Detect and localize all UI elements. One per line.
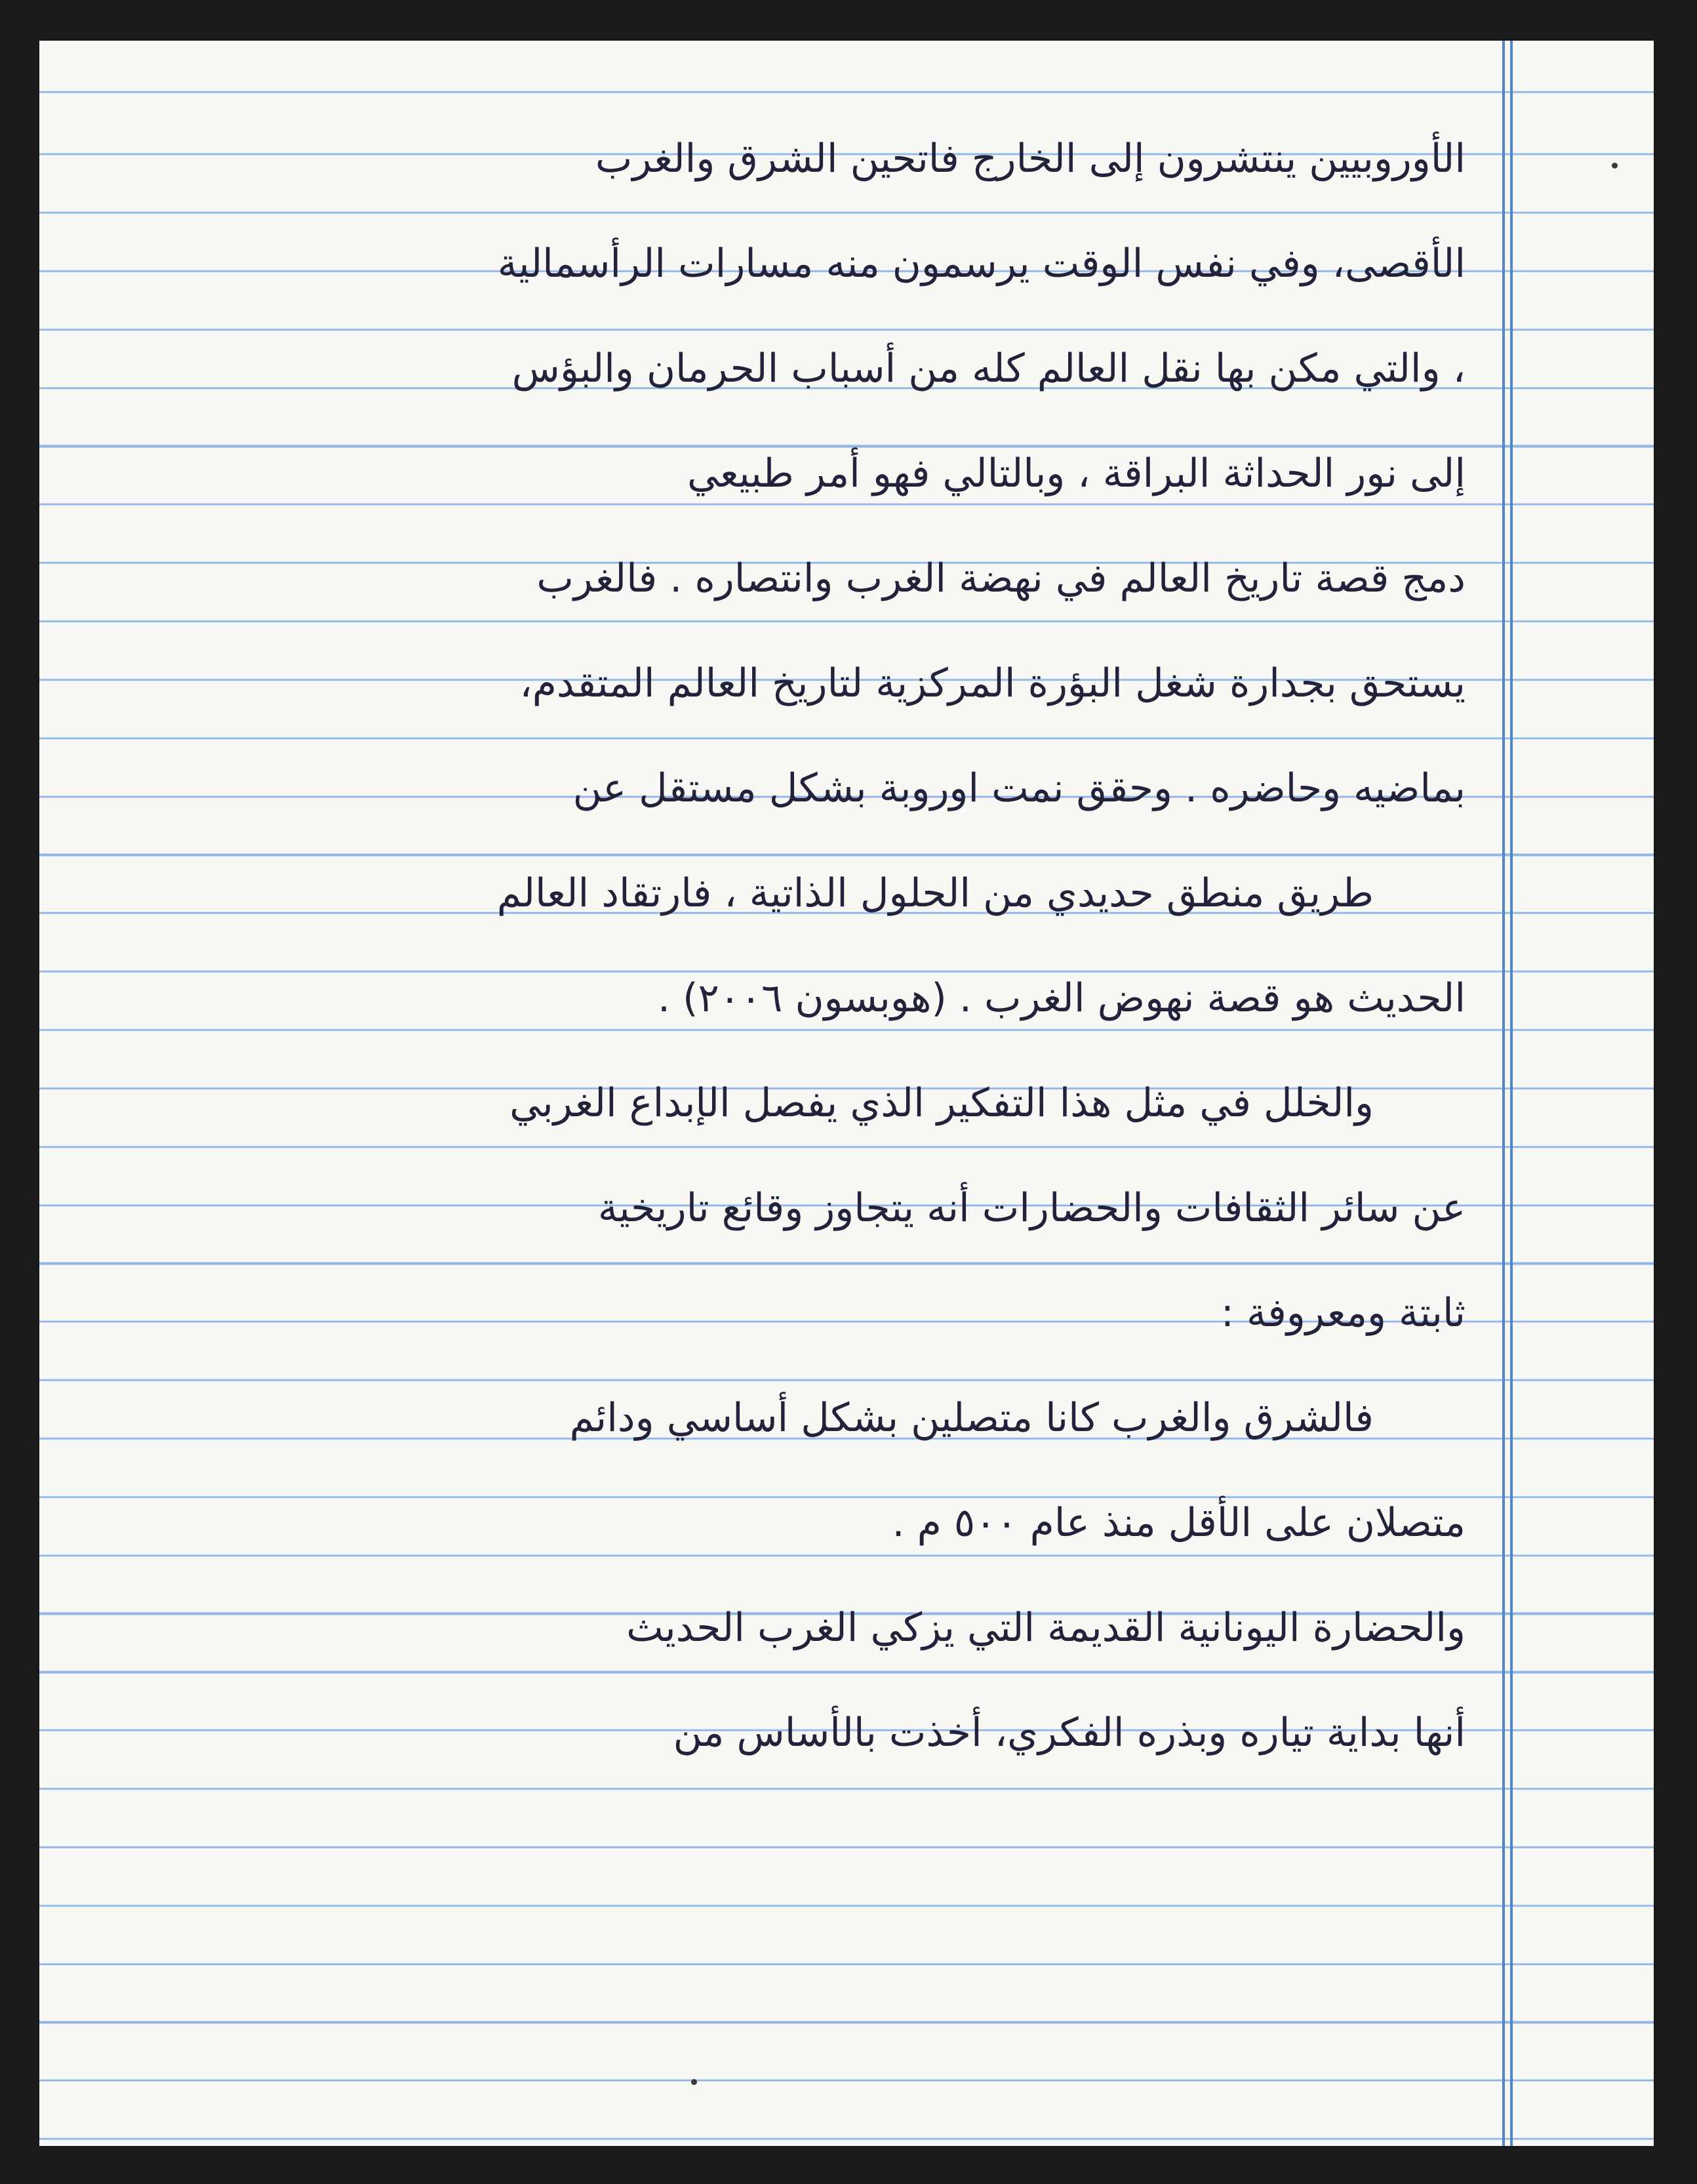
handwritten-text [98, 106, 1466, 2126]
text-line: الأوروبيين ينتشرون إلى الخارج فاتحين الشرق والغرب [595, 136, 1466, 182]
text-line: ، والتي مكن بها نقل العالم كله من أسباب الحرمان والبؤس [511, 346, 1466, 392]
text-line: يستحق بجدارة شغل البؤرة المركزية لتاريخ العالم المتقدم، [519, 660, 1466, 706]
text-line: عن سائر الثقافات والحضارات أنه يتجاوز وقائع تاريخية [597, 1185, 1466, 1231]
text-line: متصلان على الأقل منذ عام ٥٠٠ م . [892, 1500, 1466, 1546]
text-line: والخلل في مثل هذا التفكير الذي يفصل الإبداع الغربي [509, 1080, 1374, 1126]
text-line: فالشرق والغرب كانا متصلين بشكل أساسي ودائم [569, 1395, 1374, 1441]
ink-dot [1612, 163, 1618, 169]
margin-line-right [1510, 41, 1513, 2146]
text-line: دمج قصة تاريخ العالم في نهضة الغرب وانتصاره . فالغرب [536, 556, 1466, 601]
text-line: بماضيه وحاضره . وحقق نمت اوروبة بشكل مستقل عن [572, 765, 1466, 811]
notebook-page [39, 41, 1654, 2146]
margin-line-left [1502, 41, 1505, 2146]
text-line: إلى نور الحداثة البراقة ، وبالتالي فهو أمر طبيعي [687, 451, 1466, 496]
text-line: طريق منطق حديدي من الحلول الذاتية ، فارتقاد العالم [496, 870, 1374, 916]
text-line: والحضارة اليونانية القديمة التي يزكي الغرب الحديث [626, 1605, 1466, 1651]
text-line: الحديث هو قصة نهوض الغرب . (هوبسون ٢٠٠٦) . [657, 975, 1466, 1021]
text-line: أنها بداية تياره وبذره الفكري، أخذت بالأساس من [673, 1710, 1466, 1756]
text-line: ثابتة ومعروفة : [1220, 1290, 1466, 1336]
text-line: الأقصى، وفي نفس الوقت يرسمون منه مسارات الرأسمالية [497, 241, 1466, 287]
